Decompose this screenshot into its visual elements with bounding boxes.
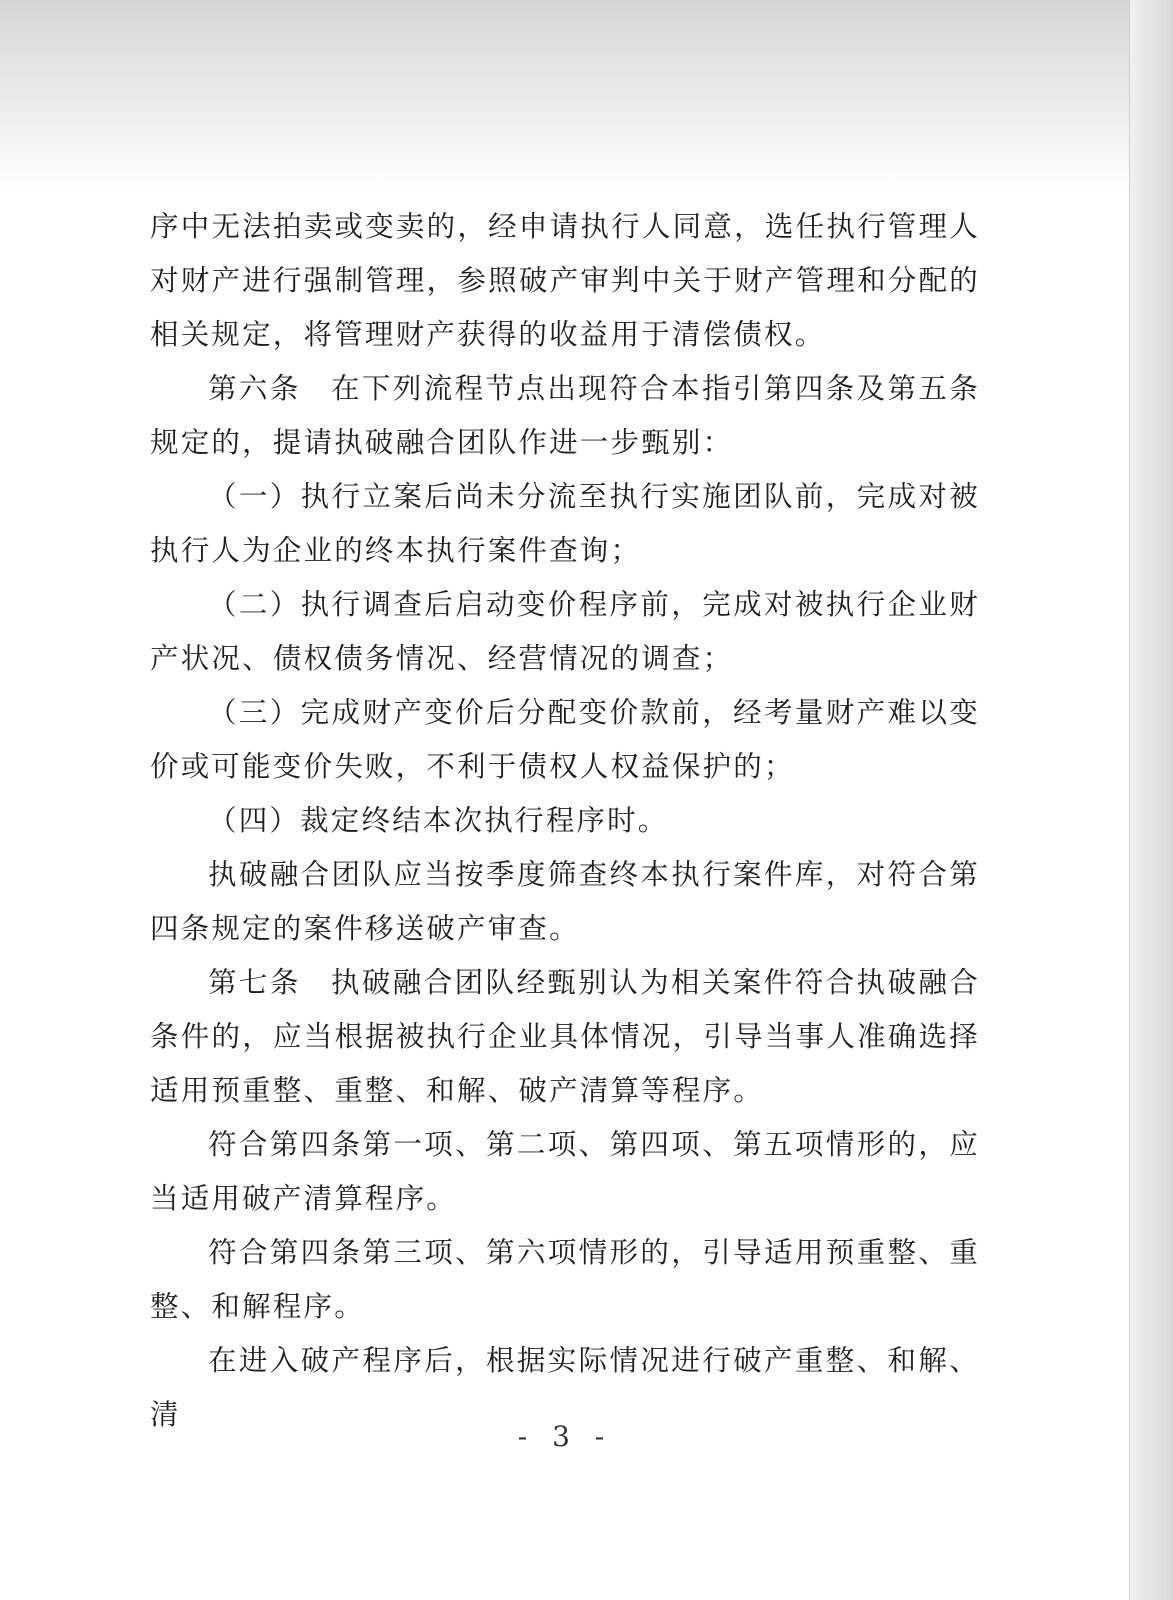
list-item: （三）完成财产变价后分配变价款前，经考量财产难以变价或可能变价失败，不利于债权人权益保护的； bbox=[150, 696, 980, 783]
scan-shadow-top bbox=[0, 0, 1130, 190]
list-item: （一）执行立案后尚未分流至执行实施团队前，完成对被执行人为企业的终本执行案件查询； bbox=[150, 480, 980, 567]
paragraph: 在进入破产程序后，根据实际情况进行破产重整、和解、清 bbox=[150, 1344, 980, 1431]
scan-shadow-right bbox=[1129, 0, 1173, 1600]
list-item: （二）执行调查后启动变价程序前，完成对被执行企业财产状况、债权债务情况、经营情况的调查； bbox=[150, 588, 980, 675]
article-heading: 第六条 bbox=[208, 372, 301, 405]
article-six bbox=[150, 362, 980, 470]
document-body bbox=[150, 200, 980, 1442]
page-number: - 3 - bbox=[517, 1420, 613, 1453]
article-text: 在下列流程节点出现符合本指引第四条及第五条规定的，提请执破融合团队作进一步甄别： bbox=[150, 372, 980, 459]
paragraph: 符合第四条第一项、第二项、第四项、第五项情形的，应当适用破产清算程序。 bbox=[150, 1128, 980, 1215]
paragraph: 序中无法拍卖或变卖的，经申请执行人同意，选任执行管理人对财产进行强制管理，参照破产审判中关于财产管理和分配的相关规定，将管理财产获得的收益用于清偿债权。 bbox=[150, 210, 980, 351]
paragraph: 执破融合团队应当按季度筛查终本执行案件库，对符合第四条规定的案件移送破产审查。 bbox=[150, 858, 980, 945]
list-item: （四）裁定终结本次执行程序时。 bbox=[208, 804, 669, 837]
article-heading: 第七条 bbox=[208, 966, 301, 999]
article-seven bbox=[150, 956, 980, 1118]
article-text: 执破融合团队经甄别认为相关案件符合执破融合条件的，应当根据被执行企业具体情况，引导当事人准确选择适用预重整、重整、和解、破产清算等程序。 bbox=[150, 966, 980, 1107]
paragraph: 符合第四条第三项、第六项情形的，引导适用预重整、重整、和解程序。 bbox=[150, 1236, 980, 1323]
